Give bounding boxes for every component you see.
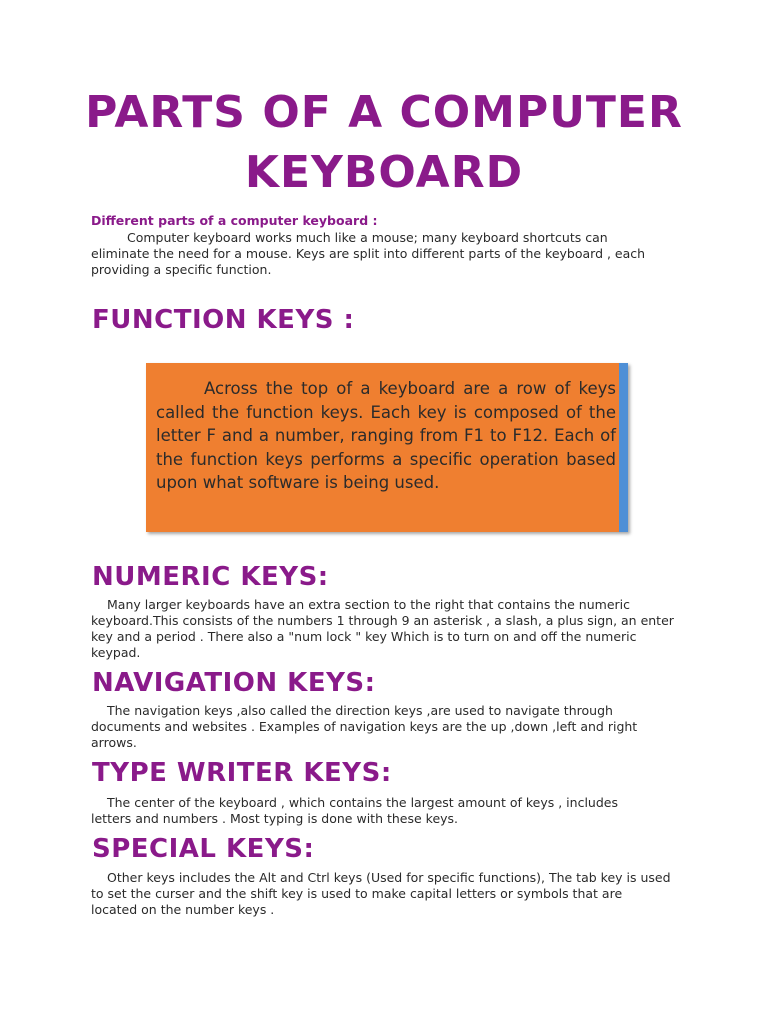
numeric-keys-heading: NUMERIC KEYS: [92,562,329,592]
numeric-keys-paragraph: Many larger keyboards have an extra section to the right that contains the numeric keyboard.This consists of the numbers 1 through 9 an asterisk , a slash, a plus sign, an enter key and a period . There also a "num lock " key Which is to turn on and off the numeric keypad. [91,597,674,660]
navigation-keys-heading: NAVIGATION KEYS: [92,668,376,698]
intro-paragraph: Computer keyboard works much like a mouse; many keyboard shortcuts can eliminate the need for a mouse. Keys are split into different parts of the keyboard , each providing a specific function. [91,230,646,277]
function-keys-callout-box [146,363,628,532]
typewriter-keys-paragraph: The center of the keyboard , which contains the largest amount of keys , includes letters and numbers . Most typing is done with these keys. [91,795,618,826]
function-keys-paragraph: Across the top of a keyboard are a row of keys called the function keys. Each key is composed of the letter F and a number, ranging from F1 to F12. Each of the function keys performs a specific operation based upon what software is being used. [156,379,616,492]
intro-heading: Different parts of a computer keyboard : [91,213,378,228]
special-keys-paragraph: Other keys includes the Alt and Ctrl keys (Used for specific functions), The tab key is used to set the curser and the shift key is used to make capital letters or symbols that are located on the number keys . [91,870,671,917]
callout-accent-stripe [619,363,628,532]
typewriter-keys-heading: TYPE WRITER KEYS: [92,758,392,788]
function-keys-heading: FUNCTION KEYS : [92,305,355,335]
navigation-keys-paragraph: The navigation keys ,also called the direction keys ,are used to navigate through documents and websites . Examples of navigation keys are the up ,down ,left and right arrows. [91,703,638,750]
page-title-line-2: KEYBOARD [244,147,524,198]
special-keys-heading: SPECIAL KEYS: [92,834,315,864]
page-title-line-1: PARTS OF A COMPUTER [85,87,683,138]
